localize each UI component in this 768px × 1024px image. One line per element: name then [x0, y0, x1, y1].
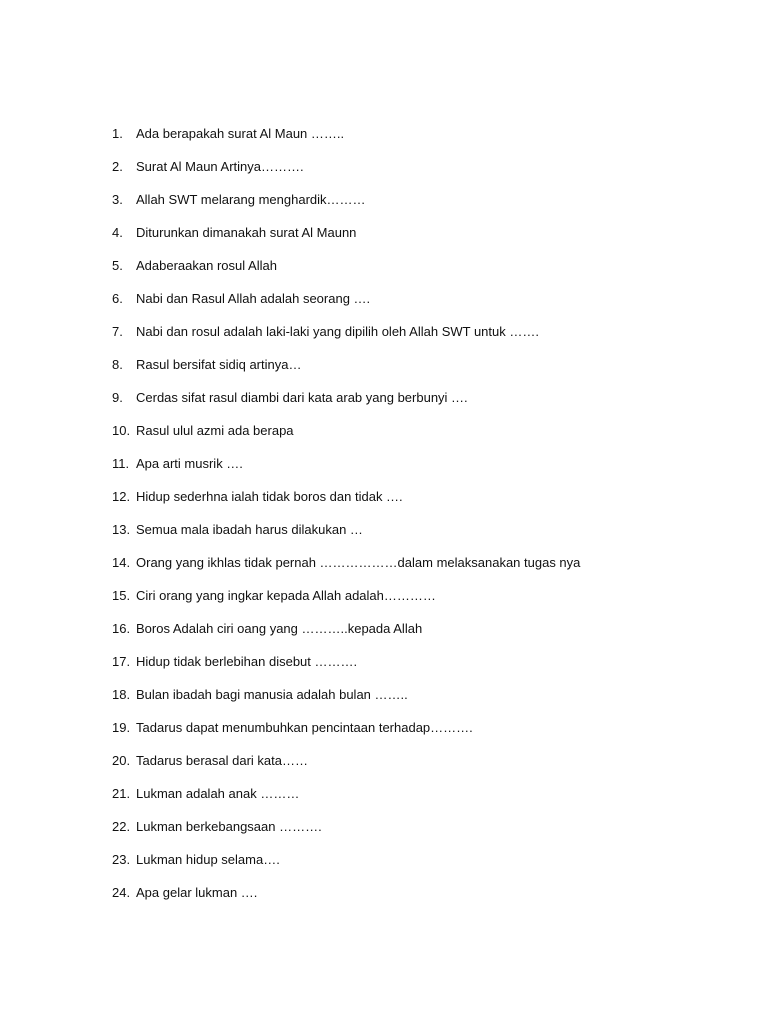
question-number: 5.	[112, 258, 123, 273]
question-item	[112, 751, 580, 784]
question-item	[112, 421, 580, 454]
question-number: 24.	[112, 885, 131, 900]
question-text: Rasul ulul azmi ada berapa	[136, 423, 294, 438]
question-text: Bulan ibadah bagi manusia adalah bulan ……..	[136, 687, 408, 702]
question-text: Semua mala ibadah harus dilakukan …	[136, 522, 363, 537]
question-text: Ada berapakah surat Al Maun ……..	[136, 126, 345, 141]
question-item	[112, 586, 580, 619]
question-number: 20.	[112, 753, 131, 768]
question-text: Adaberaakan rosul Allah	[136, 258, 277, 273]
question-text: Apa arti musrik ….	[136, 456, 243, 471]
question-number: 19.	[112, 720, 131, 735]
question-item	[112, 883, 580, 916]
question-text: Nabi dan Rasul Allah adalah seorang ….	[136, 291, 371, 306]
question-number: 14.	[112, 555, 131, 570]
question-number: 15.	[112, 588, 131, 603]
question-number: 8.	[112, 357, 123, 372]
question-text: Tadarus berasal dari kata……	[136, 753, 308, 768]
question-item	[112, 718, 580, 751]
question-text: Hidup sederhna ialah tidak boros dan tidak ….	[136, 489, 403, 504]
question-text: Lukman adalah anak ………	[136, 786, 300, 801]
question-item	[112, 784, 580, 817]
question-text: Ciri orang yang ingkar kepada Allah adalah…………	[136, 588, 436, 603]
question-number: 11.	[112, 456, 130, 471]
question-text: Tadarus dapat menumbuhkan pencintaan terhadap……….	[136, 720, 473, 735]
question-number: 18.	[112, 687, 131, 702]
question-number: 22.	[112, 819, 131, 834]
question-text: Lukman berkebangsaan ……….	[136, 819, 322, 834]
question-number: 17.	[112, 654, 131, 669]
question-number: 16.	[112, 621, 131, 636]
question-text: Lukman hidup selama….	[136, 852, 280, 867]
question-number: 21.	[112, 786, 131, 801]
question-number: 23.	[112, 852, 131, 867]
question-text: Surat Al Maun Artinya……….	[136, 159, 304, 174]
question-number: 1.	[112, 126, 123, 141]
question-item	[112, 124, 580, 157]
question-list	[112, 124, 580, 916]
question-number: 6.	[112, 291, 123, 306]
question-text: Apa gelar lukman ….	[136, 885, 258, 900]
question-item	[112, 685, 580, 718]
question-number: 7.	[112, 324, 123, 339]
question-item	[112, 652, 580, 685]
question-number: 2.	[112, 159, 123, 174]
question-item	[112, 355, 580, 388]
question-text: Orang yang ikhlas tidak pernah ………………dalam melaksanakan tugas nya	[136, 555, 581, 570]
question-number: 13.	[112, 522, 131, 537]
question-number: 9.	[112, 390, 123, 405]
question-item	[112, 520, 580, 553]
question-text: Rasul bersifat sidiq artinya…	[136, 357, 302, 372]
question-item	[112, 388, 580, 421]
question-item	[112, 322, 580, 355]
question-item	[112, 817, 580, 850]
question-item	[112, 553, 580, 586]
question-item	[112, 157, 580, 190]
question-number: 12.	[112, 489, 131, 504]
question-text: Boros Adalah ciri oang yang ………..kepada Allah	[136, 621, 423, 636]
question-item	[112, 289, 580, 322]
question-number: 10.	[112, 423, 131, 438]
question-number: 3.	[112, 192, 123, 207]
question-item	[112, 454, 580, 487]
question-text: Allah SWT melarang menghardik………	[136, 192, 366, 207]
question-item	[112, 190, 580, 223]
question-item	[112, 223, 580, 256]
question-text: Hidup tidak berlebihan disebut ……….	[136, 654, 358, 669]
question-text: Diturunkan dimanakah surat Al Maunn	[136, 225, 357, 240]
question-item	[112, 487, 580, 520]
question-text: Nabi dan rosul adalah laki-laki yang dipilih oleh Allah SWT untuk …….	[136, 324, 539, 339]
question-item	[112, 619, 580, 652]
question-item	[112, 850, 580, 883]
question-item	[112, 256, 580, 289]
question-text: Cerdas sifat rasul diambi dari kata arab yang berbunyi ….	[136, 390, 468, 405]
question-number: 4.	[112, 225, 123, 240]
